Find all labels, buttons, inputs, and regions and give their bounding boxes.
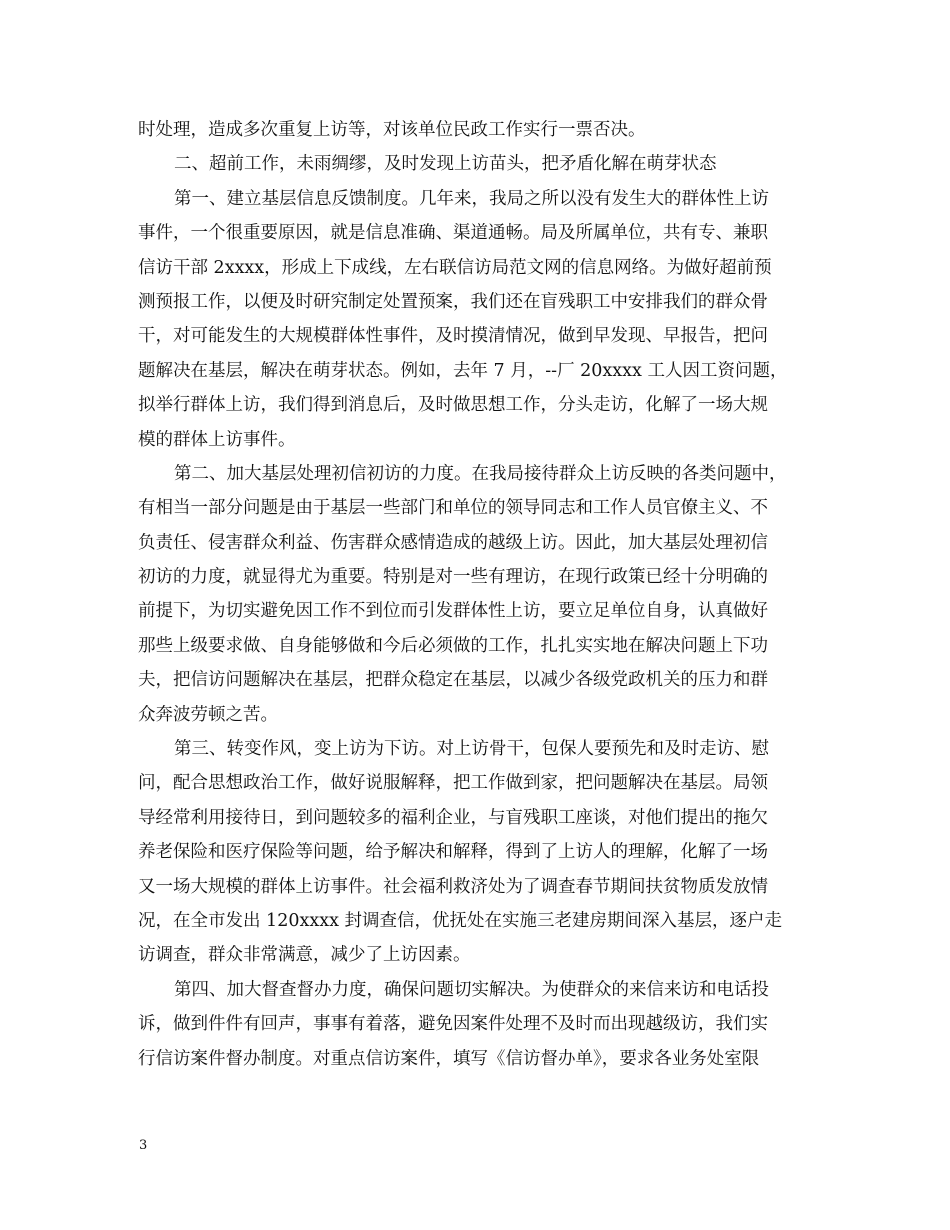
body-line: 拟举行群体上访，我们得到消息后，及时做思想工作，分头走访，化解了一场大规 <box>138 395 768 416</box>
body-line: 负责任、侵害群众利益、伤害群众感情造成的越级上访。因此，加大基层处理初信 <box>138 532 768 553</box>
body-line: 问，配合思想政治工作，做好说服解释，把工作做到家，把问题解决在基层。局领 <box>138 773 768 794</box>
body-line: 行信访案件督办制度。对重点信访案件，填写《信访督办单》，要求各业务处室限 <box>138 1048 760 1069</box>
paragraph-first-line: 第一、建立基层信息反馈制度。几年来，我局之所以没有发生大的群体性上访 <box>174 188 769 209</box>
body-line: 干，对可能发生的大规模群体性事件，及时摸清情况，做到早发现、早报告，把问 <box>138 326 768 347</box>
body-line: 信访干部 2xxxx，形成上下成线，左右联信访局范文网的信息网络。为做好超前预 <box>138 257 772 278</box>
body-line: 时处理，造成多次重复上访等，对该单位民政工作实行一票否决。 <box>138 120 646 140</box>
body-line: 众奔波劳顿之苦。 <box>138 704 278 725</box>
document-body <box>138 113 813 1076</box>
body-line: 初访的力度，就显得尤为重要。特别是对一些有理访，在现行政策已经十分明确的 <box>138 567 768 588</box>
paragraph-first-line: 第三、转变作风，变上访为下访。对上访骨干，包保人要预先和及时走访、慰 <box>174 739 769 760</box>
body-line: 前提下，为切实避免因工作不到位而引发群体性上访，要立足单位自身，认真做好 <box>138 601 768 622</box>
paragraph-first-line: 第四、加大督查督办力度，确保问题切实解决。为使群众的来信来访和电话投 <box>174 979 769 1000</box>
body-line: 夫，把信访问题解决在基层，把群众稳定在基层，以减少各级党政机关的压力和群 <box>138 670 768 691</box>
body-line: 事件，一个很重要原因，就是信息准确、渠道通畅。局及所属单位，共有专、兼职 <box>138 223 768 244</box>
body-line: 测预报工作，以便及时研究制定处置预案，我们还在盲残职工中安排我们的群众骨 <box>138 291 768 312</box>
page-number: 3 <box>139 1138 148 1153</box>
paragraph-first-line: 第二、加大基层处理初信初访的力度。在我局接待群众上访反映的各类问题中， <box>174 463 787 484</box>
body-line: 诉，做到件件有回声，事事有着落，避免因案件处理不及时而出现越级访，我们实 <box>138 1014 768 1035</box>
body-line: 导经常利用接待日，到问题较多的福利企业，与盲残职工座谈，对他们提出的拖欠 <box>138 807 768 828</box>
section-heading: 二、超前工作，未雨绸缪，及时发现上访苗头，把矛盾化解在萌芽状态 <box>174 154 717 175</box>
body-line: 题解决在基层，解决在萌芽状态。例如，去年 7 月，--厂 20xxxx 工人因工资问题， <box>138 360 788 381</box>
body-line: 模的群体上访事件。 <box>138 429 296 450</box>
body-line: 那些上级要求做、自身能够做和今后必须做的工作，扎扎实实地在解决问题上下功 <box>138 635 768 656</box>
body-line: 访调查，群众非常满意，减少了上访因素。 <box>138 945 471 966</box>
body-line: 养老保险和医疗保险等问题，给予解决和解释，得到了上访人的理解，化解了一场 <box>138 842 768 863</box>
body-line: 又一场大规模的群体上访事件。社会福利救济处为了调查春节期间扶贫物质发放情 <box>138 876 768 897</box>
body-line: 况，在全市发出 120xxxx 封调查信，优抚处在实施三老建房期间深入基层，逐户走 <box>138 910 783 931</box>
body-line: 有相当一部分问题是由于基层一些部门和单位的领导同志和工作人员官僚主义、不 <box>138 498 768 519</box>
